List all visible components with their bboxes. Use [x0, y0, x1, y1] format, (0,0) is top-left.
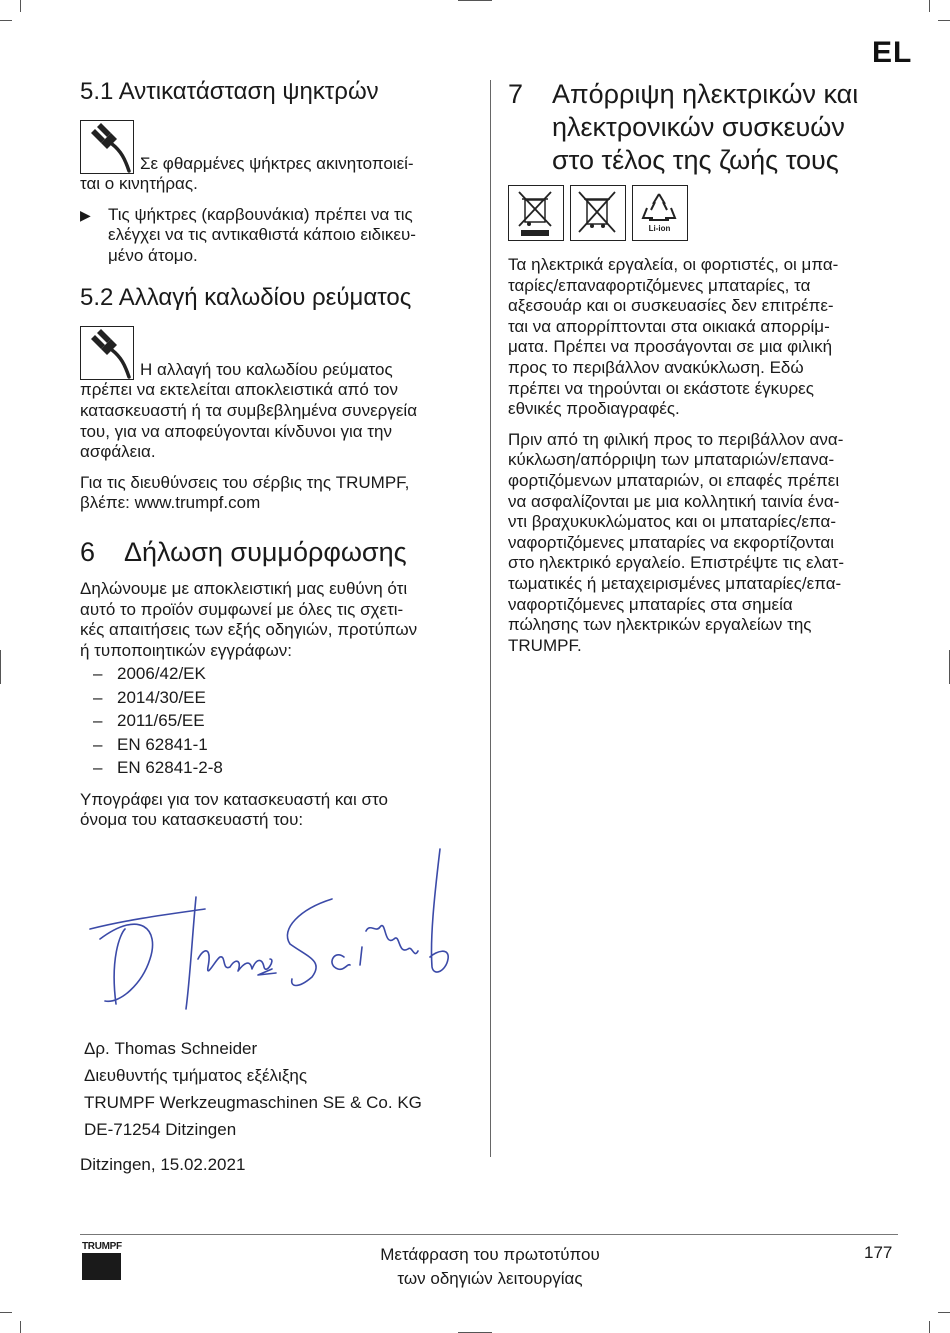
signed-by-intro: [80, 790, 472, 831]
trumpf-logo-block: [82, 1253, 121, 1280]
brush-warning-first: Σε φθαρμένες ψήκτρες ακινητοποιεί-: [140, 154, 414, 173]
company-name: TRUMPF Werkzeugmaschinen SE & Co. KG: [84, 1093, 422, 1112]
paragraph-line: κύκλωση/απόρριψη των μπαταριών/επανα-: [508, 450, 835, 470]
paragraph-line: ναφορτιζόμενες μπαταρίες να εκφορτίζονται: [508, 532, 834, 552]
signed-line: Υπογράφει για τον κατασκευαστή και στο: [80, 789, 388, 809]
footer-line: Μετάφραση του πρωτοτύπου: [380, 1245, 600, 1264]
paragraph-line: ναφορτιζόμενες μπαταρίες στα σημεία: [508, 594, 793, 614]
section-5-1-title: 5.1 Αντικατάσταση ψηκτρών: [80, 78, 379, 105]
conformity-intro: [80, 579, 472, 661]
brush-instruction-line: ελέγχει να τις αντικαθιστά κάποιο ειδικευ-: [108, 225, 416, 245]
section-6-title: [80, 536, 472, 569]
footer-title: [330, 1243, 650, 1291]
disposal-paragraph-1: [508, 255, 898, 420]
brush-instruction-line: Τις ψήκτρες (καρβουνάκια) πρέπει να τις: [108, 204, 413, 224]
signatory-block: [80, 1035, 472, 1143]
paragraph-line: ματα. Πρέπει να προσάγονται σε μια φιλική: [508, 337, 833, 357]
disposal-symbols: [508, 185, 898, 241]
section-7-title-line: στο τέλος της ζωής τους: [552, 145, 839, 175]
paragraph-line: στο ηλεκτρικό εργαλείο. Επιστρέψτε τις ελατ-: [508, 553, 845, 573]
paragraph-line: εθνικές προδιαγραφές.: [508, 399, 680, 419]
paragraph-line: πώλησης των ηλεκτρικών εργαλείων της: [508, 615, 812, 635]
standards-list: [80, 662, 472, 780]
conformity-line: αυτό το προϊόν συμφωνεί με όλες τις σχετι-: [80, 599, 404, 619]
crop-mark: [0, 1312, 12, 1313]
brush-instruction-line: μένο άτομο.: [108, 245, 198, 265]
service-line: βλέπε: www.trumpf.com: [80, 493, 261, 513]
brush-instruction: [80, 205, 472, 267]
paragraph-line: τωματικές ή μεταχειρισμένες μπαταρίες/επα-: [508, 573, 842, 593]
paragraph-line: πρέπει να τηρούνται οι εκάστοτε έγκυρες: [508, 378, 814, 398]
crop-mark: [0, 650, 1, 684]
section-6-heading: Δήλωση συμμόρφωσης: [124, 536, 407, 567]
crossed-bin-icon: [570, 185, 626, 241]
brush-warning: [80, 120, 472, 195]
language-badge: EL: [872, 36, 913, 69]
crop-mark: [20, 1321, 21, 1333]
paragraph-line: ται να απορρίπτονται στα οικιακά απορρίμ-: [508, 316, 830, 336]
paragraph-line: ντι βραχυκυκλώματος και οι μπαταρίες/επα-: [508, 512, 836, 532]
cable-warning-line: κατασκευαστή ή τα συμβεβλημένα συνεργεία: [80, 400, 418, 420]
paragraph-line: ταρίες/επαναφορτιζόμενες μπαταρίες, τα: [508, 275, 811, 295]
section-7-title: [508, 78, 898, 177]
list-item: – 2011/65/EE: [93, 711, 205, 731]
cable-warning-line: πρέπει να εκτελείται αποκλειστικά από τον: [80, 380, 398, 400]
section-5-2-title: 5.2 Αλλαγή καλωδίου ρεύματος: [80, 284, 412, 312]
list-item: – 2006/42/EK: [93, 664, 206, 684]
crop-mark: [938, 20, 950, 21]
place-date: Ditzingen, 15.02.2021: [80, 1155, 246, 1174]
service-line: Για τις διευθύνσεις του σέρβις της TRUMPF,: [80, 472, 410, 492]
brush-warning-rest: ται ο κινητήρας.: [80, 174, 198, 193]
crop-mark: [938, 1312, 950, 1313]
signed-line: όνομα του κατασκευαστή του:: [80, 810, 304, 830]
disposal-paragraph-2: [508, 430, 898, 657]
paragraph-line: Πριν από τη φιλική προς το περιβάλλον ανα-: [508, 429, 844, 449]
crop-mark: [929, 0, 930, 12]
cable-warning-line: ασφάλεια.: [80, 442, 156, 462]
paragraph-line: προς το περιβάλλον ανακύκλωση. Εδώ: [508, 357, 804, 377]
right-column: [508, 78, 898, 656]
cable-warning-line: του, για να αποφεύγονται κίνδυνοι για την: [80, 421, 392, 441]
footer-line: των οδηγιών λειτουργίας: [397, 1269, 583, 1288]
crop-mark: [20, 0, 21, 12]
footer-rule: [80, 1234, 898, 1235]
paragraph-line: αξεσουάρ και οι συσκευασίες δεν επιτρέπε-: [508, 296, 834, 316]
crop-mark: [458, 0, 492, 1]
left-column: [80, 78, 472, 1176]
recycle-label: Li-ion: [648, 224, 671, 233]
paragraph-line: TRUMPF.: [508, 635, 582, 655]
paragraph-line: φορτιζόμενων μπαταριών, οι επαφές πρέπει: [508, 470, 840, 490]
unplug-icon: [80, 120, 134, 174]
section-7-title-line: ηλεκτρονικών συσκευών: [552, 112, 845, 142]
crossed-bin-icon: [508, 185, 564, 241]
trumpf-logo-text: TRUMPF: [82, 1241, 122, 1252]
signatory-role: Διευθυντής τμήματος εξέλιξης: [84, 1066, 308, 1085]
section-7-number: 7: [508, 79, 524, 109]
paragraph-line: Τα ηλεκτρικά εργαλεία, οι φορτιστές, οι μπα-: [508, 255, 839, 274]
bullet-triangle-icon: ▶: [80, 206, 91, 223]
list-item: – EN 62841-2-8: [93, 758, 223, 778]
service-info: [80, 473, 472, 514]
signatory-name: Δρ. Thomas Schneider: [84, 1039, 258, 1058]
section-7-title-line: Απόρριψη ηλεκτρικών και: [552, 79, 859, 109]
company-address: DE-71254 Ditzingen: [84, 1120, 237, 1139]
column-divider: [490, 80, 491, 1157]
paragraph-line: να ασφαλίζονται με μια κολλητική ταινία ένα-: [508, 491, 840, 511]
conformity-line: κές απαιτήσεις των εξής οδηγιών, προτύπων: [80, 620, 418, 640]
crop-mark: [0, 20, 12, 21]
signature-image: [80, 839, 460, 1029]
unplug-icon: [80, 326, 134, 380]
crop-mark: [929, 1321, 930, 1333]
conformity-line: Δηλώνουμε με αποκλειστική μας ευθύνη ότι: [80, 578, 408, 598]
list-item: – 2014/30/EE: [93, 687, 206, 707]
cable-warning-first: Η αλλαγή του καλωδίου ρεύματος: [140, 360, 393, 380]
page-number: 177: [864, 1243, 893, 1262]
section-6-number: 6: [80, 536, 96, 567]
conformity-line: ή τυποποιητικών εγγράφων:: [80, 640, 292, 660]
cable-warning: [80, 326, 472, 462]
list-item: – EN 62841-1: [93, 734, 208, 754]
recycle-li-ion-icon: [632, 185, 688, 241]
